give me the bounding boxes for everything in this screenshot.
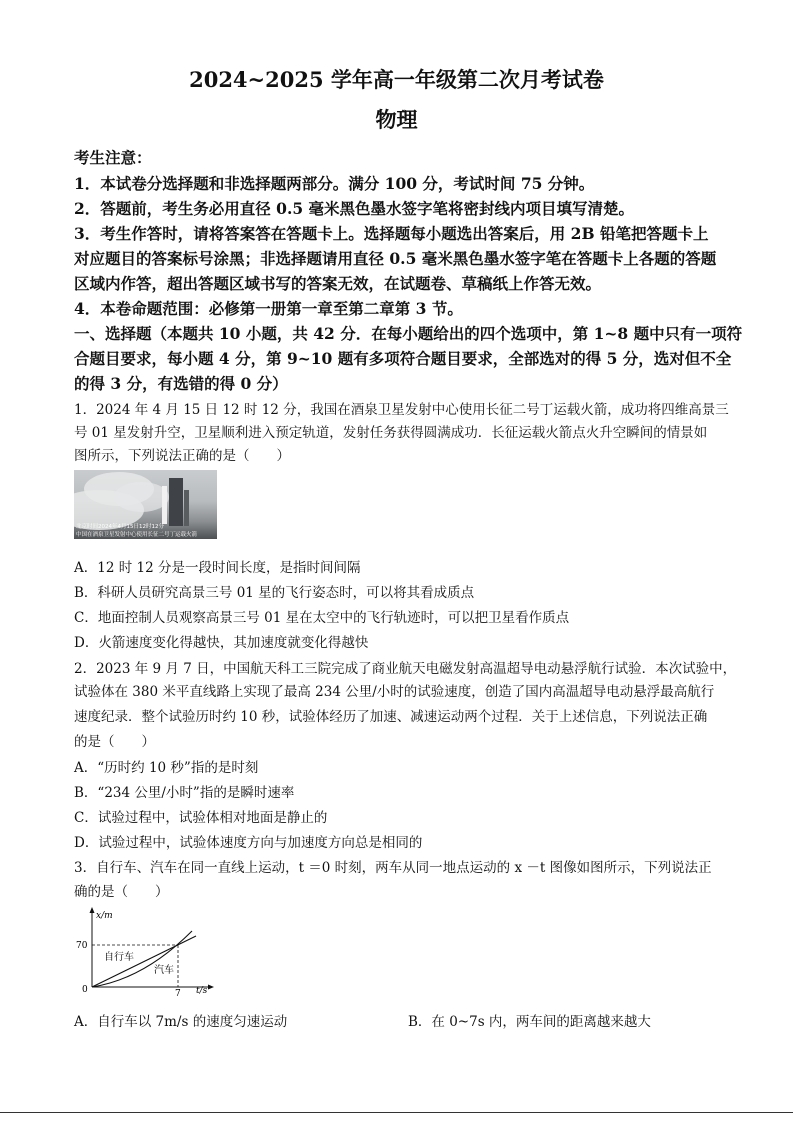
q1-stem: 图所示，下列说法正确的是（ ）	[74, 448, 290, 464]
notice-heading: 考生注意：	[74, 148, 152, 167]
q1-option-b: B．科研人员研究高景三号 01 星的飞行姿态时，可以将其看成质点	[74, 585, 475, 601]
q2-option-a: A．“历时约 10 秒”指的是时刻	[74, 760, 259, 776]
car-label: 汽车	[154, 965, 174, 976]
notice-item: 1．本试卷分选择题和非选择题两部分。满分 100 分，考试时间 75 分钟。	[74, 174, 595, 193]
notice-item: 2．答题前，考生务必用直径 0.5 毫米黑色墨水签字笔将密封线内项目填写清楚。	[74, 199, 635, 218]
subject-title: 物理	[375, 107, 418, 132]
x-axis-label: t/s	[196, 986, 208, 996]
origin-label: 0	[82, 985, 88, 995]
q3-option-b: B．在 0~7s 内，两车间的距离越来越大	[408, 1014, 651, 1030]
notice-item: 区域内作答，超出答题区域书写的答案无效，在试题卷、草稿纸上作答无效。	[74, 274, 602, 293]
q2-option-b: B．“234 公里/小时”指的是瞬时速率	[74, 785, 295, 801]
q1-option-c: C．地面控制人员观察高景三号 01 星在太空中的飞行轨迹时，可以把卫星看作质点	[74, 610, 570, 626]
section-heading: 一、选择题（本题共 10 小题，共 42 分．在每小题给出的四个选项中，第 1~8 题中只有一项符	[74, 324, 743, 343]
q2-stem: 试验体在 380 米平直线路上实现了最高 234 公里/小时的试验速度，创造了国内高温超导电动悬浮最高航行	[74, 684, 715, 700]
q3-stem: 3．自行车、汽车在同一直线上运动，t ＝0 时刻，两车从同一地点运动的 x －t 图像如图所示，下列说法正	[74, 860, 712, 876]
xt-graph	[74, 905, 219, 997]
bike-label: 自行车	[104, 952, 134, 963]
page-bottom-rule	[0, 1112, 793, 1113]
q1-stem: 1．2024 年 4 月 15 日 12 时 12 分，我国在酒泉卫星发射中心使用长征二号丁运载火箭，成功将四维高景三	[74, 402, 729, 418]
x-tick-label: 7	[175, 989, 181, 997]
q3-option-a: A．自行车以 7m/s 的速度匀速运动	[74, 1014, 288, 1030]
q2-stem: 2．2023 年 9 月 7 日，中国航天科工三院完成了商业航天电磁发射高温超导电动悬浮航行试验．本次试验中，	[74, 661, 737, 677]
photo-caption: 中国在酒泉卫星发射中心使用长征二号丁运载火箭	[76, 532, 198, 538]
x-axis-arrow	[208, 985, 214, 990]
q1-stem: 号 01 星发射升空，卫星顺利进入预定轨道，发射任务获得圆满成功．长征运载火箭点火升空瞬间的情景如	[74, 425, 708, 441]
exam-title: 2024~2025 学年高一年级第二次月考试卷	[189, 67, 604, 92]
section-heading: 合题目要求，每小题 4 分，第 9~10 题有多项符合题目要求，全部选对的得 5 分，选对但不全	[74, 349, 732, 368]
q2-option-c: C．试验过程中，试验体相对地面是静止的	[74, 810, 328, 826]
q2-option-d: D．试验过程中，试验体速度方向与加速度方向总是相同的	[74, 835, 423, 851]
notice-item: 对应题目的答案标号涂黑；非选择题请用直径 0.5 毫米黑色墨水签字笔在答题卡上各题的答题	[74, 249, 717, 268]
y-axis-arrow	[90, 907, 95, 913]
photo-caption: 北京时间2024年4月15日12时12分	[76, 524, 164, 530]
q2-stem: 的是（ ）	[74, 734, 155, 750]
q2-stem: 速度纪录．整个试验历时约 10 秒，试验体经历了加速、减速运动两个过程．关于上述信息，下列说法正确	[74, 709, 708, 725]
notice-item: 3．考生作答时，请将答案答在答题卡上。选择题每小题选出答案后，用 2B 铅笔把答题卡上	[74, 224, 709, 243]
rocket-launch-photo	[74, 470, 217, 539]
section-heading: 的得 3 分，有选错的得 0 分）	[74, 374, 288, 393]
y-tick-label: 70	[76, 941, 88, 951]
q3-stem: 确的是（ ）	[74, 884, 169, 900]
y-axis-label: x/m	[96, 911, 113, 921]
q1-option-a: A．12 时 12 分是一段时间长度，是指时间间隔	[74, 560, 361, 576]
q1-option-d: D．火箭速度变化得越快，其加速度就变化得越快	[74, 635, 369, 651]
notice-item: 4．本卷命题范围：必修第一册第一章至第二章第 3 节。	[74, 299, 463, 318]
